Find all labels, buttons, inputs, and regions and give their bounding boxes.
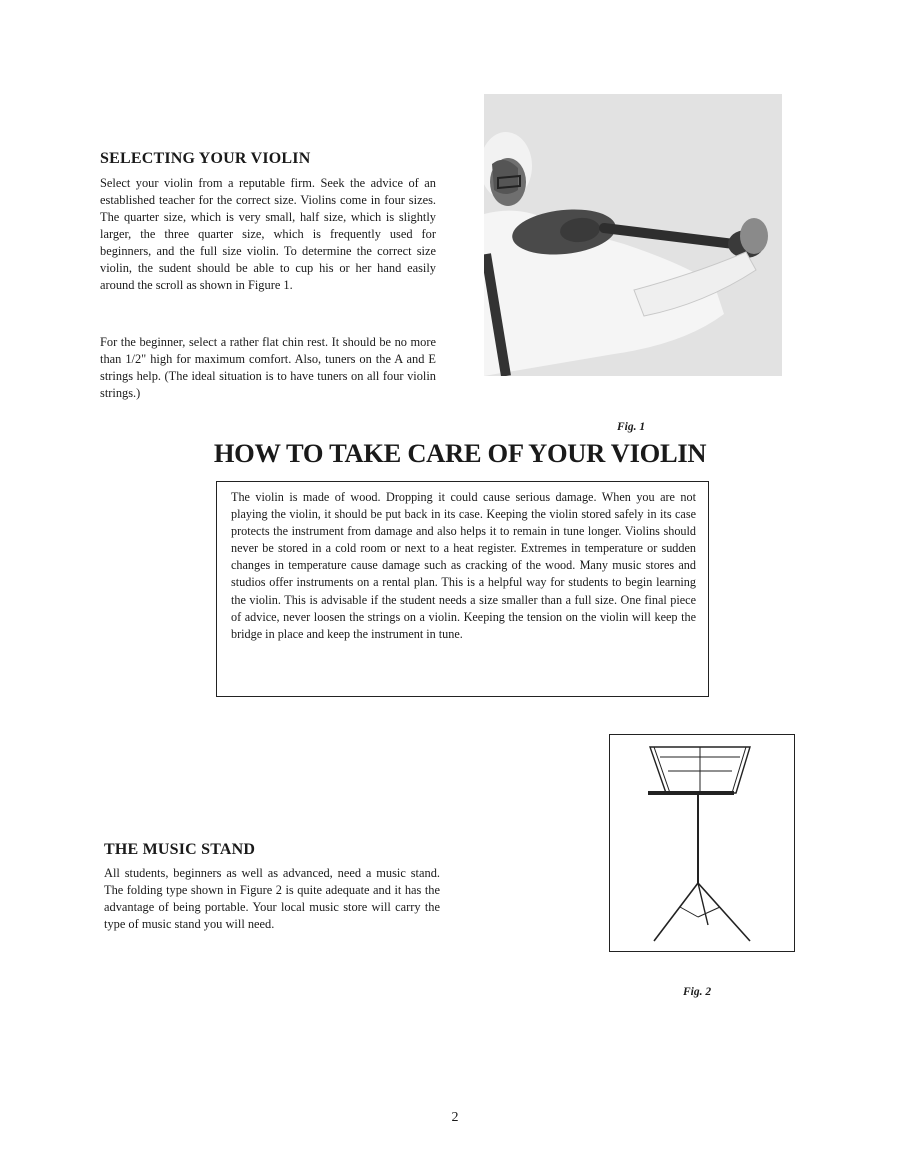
- figure-2-caption: Fig. 2: [683, 986, 712, 998]
- selecting-paragraph-2: For the beginner, select a rather flat chin rest. It should be no more than 1/2" high for maximum comfort. Also, tuners on the A and E strings help. (The ideal situation is to have tuners on all four violin strings.): [100, 335, 436, 400]
- care-text-box: [216, 481, 709, 697]
- music-stand-icon: [610, 735, 793, 950]
- care-paragraph: The violin is made of wood. Dropping it could cause serious damage. When you are not playing the violin, it should be put back in its case. Keeping the violin stored safely in its case protects the instrument from damage and also helps it to remain in tune longer. Violins should never be stored in a cold room or next to a heat register. Extremes in temperature or sudden changes in temperature cause damage such as cracking of the wood. Many music stores and studios offer instruments on a rental plan. This is a helpful way for students to begin learning the violin. This is advisable if the student needs a size smaller than a full size. One final piece of advice, never loosen the strings on a violin. Keeping the tension on the violin will keep the bridge in place and keep the instrument in tune.: [231, 490, 696, 641]
- selecting-paragraph-1: Select your violin from a reputable firm. Seek the advice of an established teacher for the correct size. Violins come in four sizes. The quarter size, which is very small, half size, which is slightly larger, the three quarter size, which is frequently used for beginners, and the full size violin. To determine the correct size violin, the sudent should be able to cup his or her hand easily around the scroll as shown in Figure 1.: [100, 176, 436, 292]
- music-stand-paragraph: All students, beginners as well as advanced, need a music stand. The folding type shown in Figure 2 is quite adequate and it has the advantage of being portable. Your local music store will carry the type of music stand you will need.: [104, 866, 440, 931]
- violinist-photo-icon: [484, 94, 782, 376]
- figure-1-caption: Fig. 1: [617, 421, 646, 433]
- figure-1-photo: [484, 94, 782, 376]
- section-heading-selecting: SELECTING YOUR VIOLIN: [100, 150, 311, 167]
- care-title: HOW TO TAKE CARE OF YOUR VIOLIN: [213, 438, 707, 468]
- figure-2-frame: [609, 734, 795, 952]
- section-heading-music-stand: THE MUSIC STAND: [104, 841, 256, 858]
- page-number: 2: [451, 1110, 459, 1125]
